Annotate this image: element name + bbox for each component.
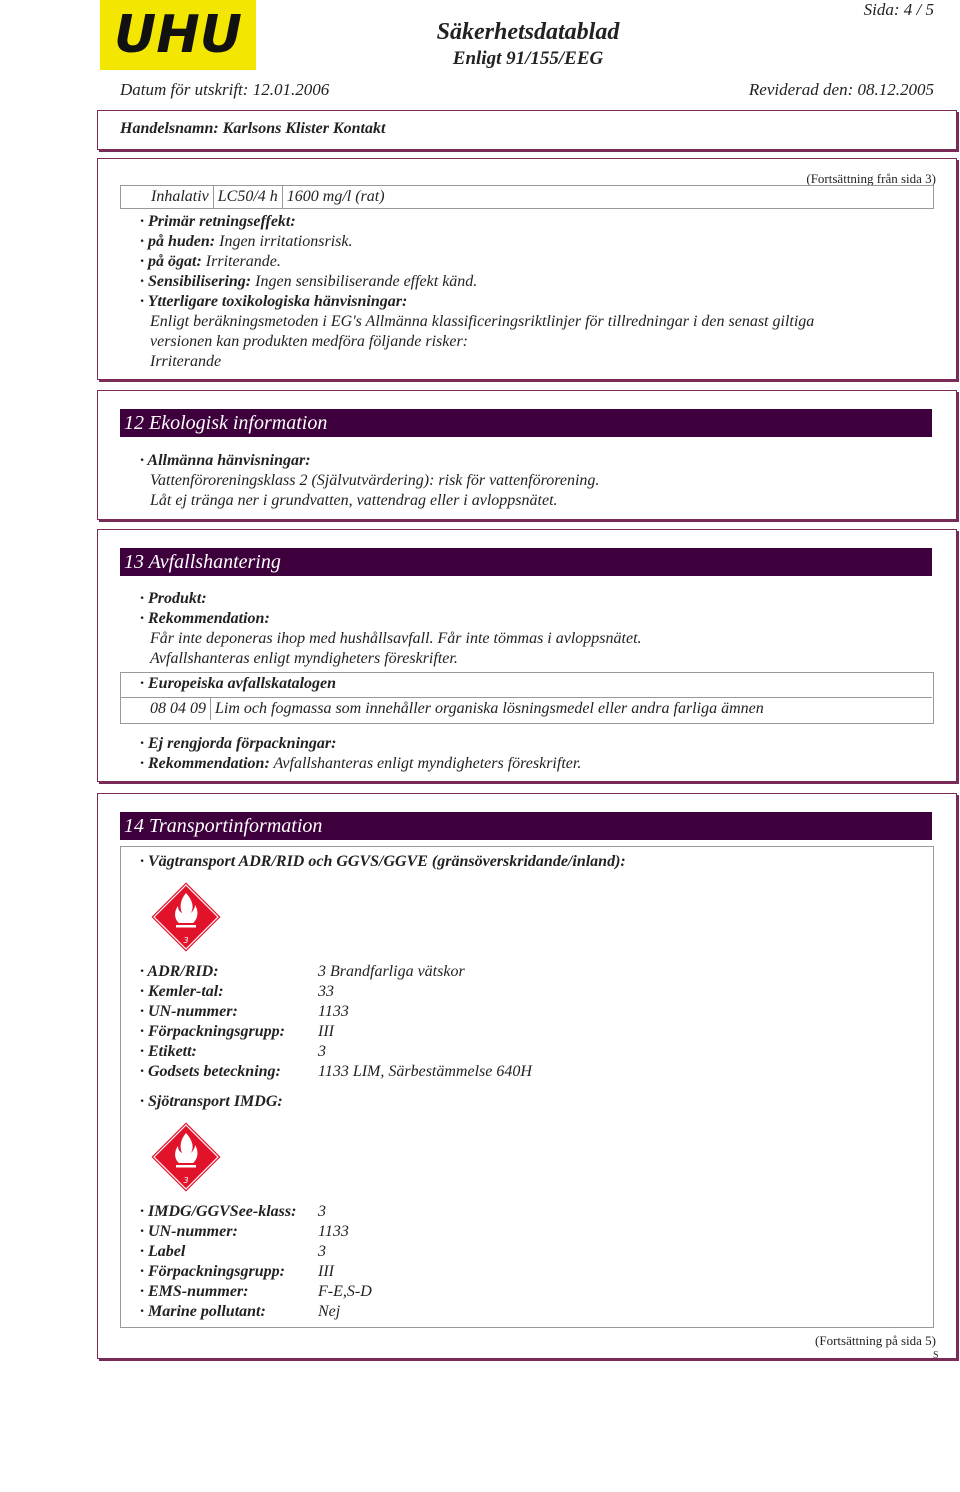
- additional-tox-text-1: Enligt beräkningsmetoden i EG's Allmänna klassificeringsriktlinjer för tillredningar i den senast giltiga: [150, 313, 815, 330]
- road-key: · Förpackningsgrupp:: [140, 1023, 285, 1040]
- test-cell: LC50/4 h: [214, 186, 283, 208]
- road-value: 1133 LIM, Särbestämmelse 640H: [318, 1063, 532, 1080]
- skin-label: · på huden:: [140, 233, 216, 250]
- section-13-heading: 13 Avfallshantering: [120, 548, 932, 576]
- section-14-heading: 14 Transportinformation: [120, 812, 932, 840]
- sea-key: · Förpackningsgrupp:: [140, 1263, 285, 1280]
- section-12: [97, 390, 957, 520]
- road-row: [140, 982, 334, 1002]
- section-13: [97, 529, 957, 782]
- sea-row: [140, 1262, 334, 1282]
- packaging-rec-value: Avfallshanteras enligt myndigheters föreskrifter.: [273, 755, 582, 772]
- document-subtitle: Enligt 91/155/EEG: [452, 48, 604, 69]
- packaging-recommendation: [140, 754, 581, 774]
- section-11-continued: [97, 158, 957, 380]
- page-number: Sida: 4 / 5: [863, 0, 934, 19]
- sea-key: · Label: [140, 1243, 186, 1260]
- eco-text-1: Vattenföroreningsklass 2 (Självutvärdering): risk för vattenförorening.: [150, 472, 600, 489]
- recommendation-text-2: Avfallshanteras enligt myndigheters föreskrifter.: [150, 650, 458, 667]
- road-row: [140, 1062, 532, 1082]
- packaging-rec-label: · Rekommendation:: [140, 755, 270, 772]
- road-value: III: [318, 1023, 334, 1040]
- sea-row: [140, 1242, 326, 1262]
- road-row: [140, 1022, 334, 1042]
- sea-row: [140, 1202, 326, 1222]
- sensitization-row: [140, 272, 477, 292]
- road-value: 1133: [318, 1003, 349, 1020]
- section-14: [97, 793, 957, 1359]
- route-cell: Inhalativ: [121, 186, 214, 208]
- sea-value: III: [318, 1263, 334, 1280]
- continued-on: (Fortsättning på sida 5): [815, 1333, 936, 1348]
- skin-row: [140, 232, 352, 252]
- waste-description: Lim och fogmassa som innehåller organiska lösningsmedel eller andra farliga ämnen: [215, 700, 764, 717]
- recommendation-text-1: Får inte deponeras ihop med hushållsavfall. Får inte tömmas i avloppsnätet.: [150, 630, 642, 647]
- sea-transport-label: · Sjötransport IMDG:: [140, 1093, 283, 1110]
- trade-name: Handelsnamn: Karlsons Klister Kontakt: [120, 120, 386, 137]
- eye-value: Irriterande.: [205, 253, 281, 270]
- road-key: · Etikett:: [140, 1043, 197, 1060]
- recommendation-label: · Rekommendation:: [140, 610, 270, 627]
- road-value: 3 Brandfarliga vätskor: [318, 963, 465, 980]
- sea-value: F-E,S-D: [318, 1283, 372, 1300]
- flammable-liquid-placard-sea-icon: [148, 1119, 224, 1195]
- eco-text-2: Låt ej tränga ner i grundvatten, vattendrag eller i avloppsnätet.: [150, 492, 558, 509]
- general-notes-label: · Allmänna hänvisningar:: [140, 452, 311, 469]
- toxicity-table-row: [120, 185, 934, 209]
- road-key: · Kemler-tal:: [140, 983, 224, 1000]
- road-key: · UN-nummer:: [140, 1003, 238, 1020]
- uhu-logo: [100, 0, 256, 70]
- revised-date: Reviderad den: 08.12.2005: [748, 80, 934, 99]
- road-key: · Godsets beteckning:: [140, 1063, 281, 1080]
- print-date: Datum för utskrift: 12.01.2006: [120, 80, 330, 99]
- corner-mark: S: [933, 1350, 939, 1361]
- sea-key: · Marine pollutant:: [140, 1303, 266, 1320]
- section-12-heading: 12 Ekologisk information: [120, 409, 932, 437]
- waste-catalog-label: · Europeiska avfallskatalogen: [140, 675, 337, 692]
- sea-row: [140, 1302, 341, 1322]
- placard-sea-class-number: 3: [183, 1176, 189, 1185]
- waste-catalog-row: [120, 697, 932, 720]
- skin-value: Ingen irritationsrisk.: [219, 233, 353, 250]
- sea-key: · IMDG/GGVSee-klass:: [140, 1203, 297, 1220]
- sea-value: 3: [318, 1243, 326, 1260]
- document-title: Säkerhetsdatablad: [436, 19, 620, 45]
- road-transport-label: · Vägtransport ADR/RID och GGVS/GGVE (gränsöverskridande/inland):: [140, 853, 626, 870]
- sea-value: Nej: [318, 1303, 341, 1320]
- additional-tox-text-2: versionen kan produkten medföra följande risker:: [150, 333, 469, 350]
- logo-text: UHU: [114, 5, 242, 65]
- road-value: 3: [318, 1043, 326, 1060]
- packaging-label: · Ej rengjorda förpackningar:: [140, 735, 337, 752]
- sea-value: 1133: [318, 1223, 349, 1240]
- road-row: [140, 962, 465, 982]
- eye-row: [140, 252, 281, 272]
- sea-key: · UN-nummer:: [140, 1223, 238, 1240]
- waste-code: 08 04 09: [120, 698, 211, 720]
- primary-effect-label: · Primär retningseffekt:: [140, 213, 296, 230]
- value-cell: 1600 mg/l (rat): [286, 188, 385, 205]
- sea-key: · EMS-nummer:: [140, 1283, 249, 1300]
- transport-inner-box: [120, 846, 934, 1328]
- placard-class-number: 3: [183, 936, 189, 945]
- flammable-liquid-placard-icon: [148, 879, 224, 955]
- eye-label: · på ögat:: [140, 253, 202, 270]
- road-row: [140, 1002, 349, 1022]
- sensitization-label: · Sensibilisering:: [140, 273, 252, 290]
- continued-from: (Fortsättning från sida 3): [806, 171, 936, 186]
- sea-row: [140, 1222, 349, 1242]
- road-value: 33: [318, 983, 334, 1000]
- road-row: [140, 1042, 326, 1062]
- additional-tox-label: · Ytterligare toxikologiska hänvisningar:: [140, 293, 408, 310]
- sea-value: 3: [318, 1203, 326, 1220]
- road-key: · ADR/RID:: [140, 963, 219, 980]
- sensitization-value: Ingen sensibiliserande effekt känd.: [255, 273, 478, 290]
- additional-tox-text-3: Irriterande: [150, 353, 222, 370]
- sea-row: [140, 1282, 372, 1302]
- product-label: · Produkt:: [140, 590, 207, 607]
